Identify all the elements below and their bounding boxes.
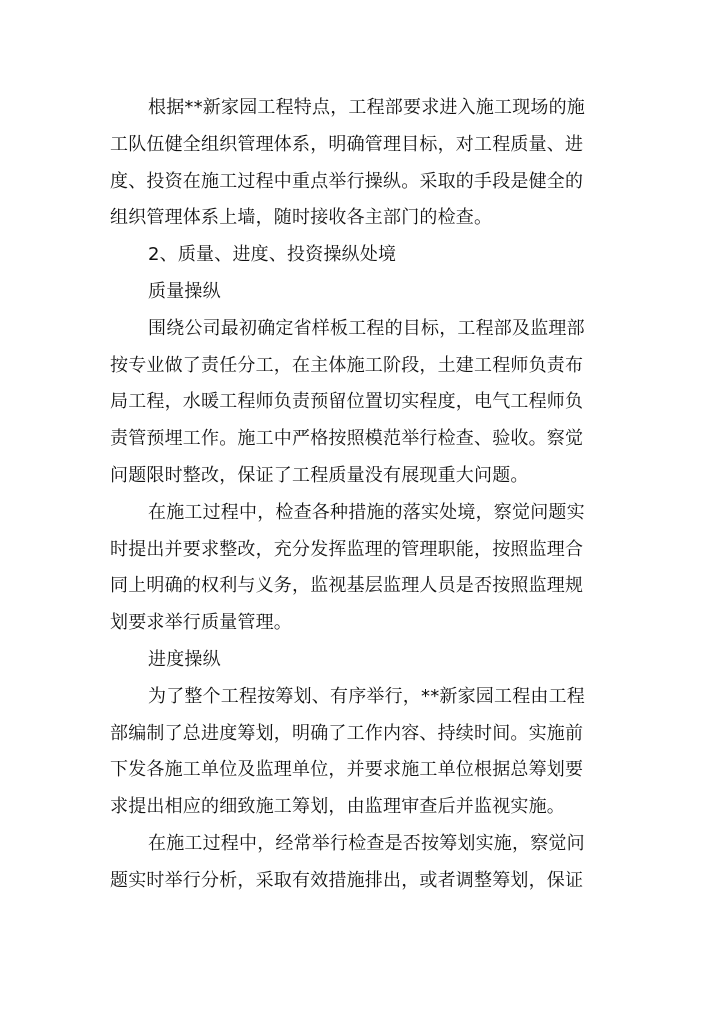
text-line: 在施工过程中，经常举行检查是否按筹划实施，察觉问 — [148, 832, 585, 854]
text-line: 度、投资在施工过程中重点举行操纵。采取的手段是健全的 — [110, 170, 584, 192]
document-body — [110, 90, 610, 900]
text-line: 为了整个工程按筹划、有序举行，**新家园工程由工程 — [148, 685, 585, 707]
text-line: 题实时举行分析，采取有效措施排出，或者调整筹划，保证 — [110, 869, 584, 891]
text-line: 按专业做了责任分工，在主体施工阶段，土建工程师负责布 — [110, 354, 584, 376]
text-line: 问题限时整改，保证了工程质量没有展现重大问题。 — [110, 464, 529, 486]
text-line: 同上明确的权利与义务，监视基层监理人员是否按照监理规 — [110, 575, 584, 597]
text-line: 围绕公司最初确定省样板工程的目标，工程部及监理部 — [148, 317, 585, 339]
text-line: 工队伍健全组织管理体系，明确管理目标，对工程质量、进 — [110, 133, 584, 155]
text-line: 责管预埋工作。施工中严格按照模范举行检查、验收。察觉 — [110, 428, 584, 450]
text-line: 部编制了总进度筹划，明确了工作内容、持续时间。实施前 — [110, 722, 584, 744]
section-heading: 2、质量、进度、投资操纵处境 — [148, 244, 397, 266]
subsection-heading: 进度操纵 — [148, 648, 221, 670]
text-line: 下发各施工单位及监理单位，并要求施工单位根据总筹划要 — [110, 759, 584, 781]
text-line: 局工程，水暖工程师负责预留位置切实程度，电气工程师负 — [110, 391, 584, 413]
text-line: 根据**新家园工程特点，工程部要求进入施工现场的施 — [148, 97, 585, 118]
subsection-heading: 质量操纵 — [148, 280, 221, 302]
text-line: 求提出相应的细致施工筹划，由监理审查后并监视实施。 — [110, 796, 565, 818]
text-line: 组织管理体系上墙，随时接收各主部门的检查。 — [110, 207, 493, 229]
text-line: 划要求举行质量管理。 — [110, 612, 292, 634]
text-line: 在施工过程中，检查各种措施的落实处境，察觉问题实 — [148, 501, 585, 523]
text-line: 时提出并要求整改，充分发挥监理的管理职能，按照监理合 — [110, 538, 584, 560]
